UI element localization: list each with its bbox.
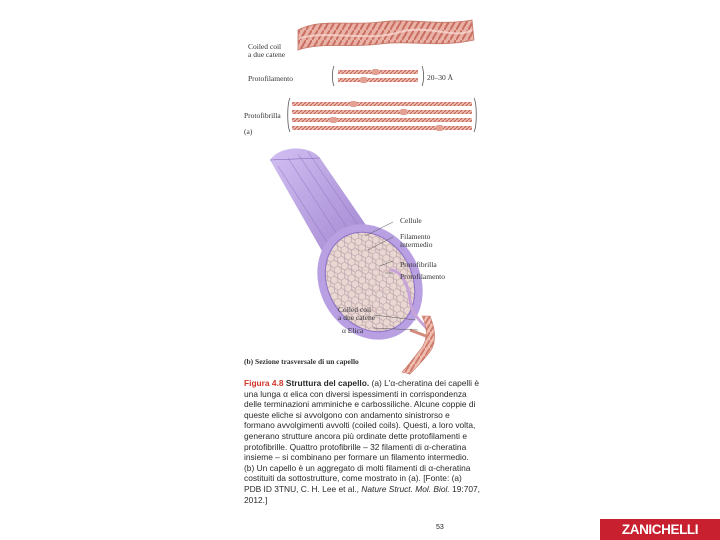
caption-source-prefix: [Fonte: (a) PDB ID 3TNU, C. H. Lee et al., bbox=[244, 473, 462, 494]
label-protofilament: Protofilamento bbox=[248, 74, 293, 83]
caption-source-suffix: 19:707, 2012.] bbox=[244, 483, 481, 505]
label-coiled-coil-line2: a due catene bbox=[248, 50, 286, 59]
label-protofibril-a: Protofibrilla bbox=[244, 111, 281, 120]
label-panel-b bbox=[244, 358, 359, 366]
figure-caption bbox=[244, 378, 480, 505]
label-if-line2: intermedio bbox=[400, 240, 433, 249]
figure-b-illustration bbox=[240, 140, 485, 375]
figure-number: Figura 4.8 bbox=[244, 378, 284, 388]
caption-body: (a) L'α-cheratina dei capelli è una lunga α elica con diversi ispessimenti in corrispondenza delle terminazioni amminiche e carbossiliche. Alcune coppie di queste eliche si avvolgono con andamento sinistrorso e formano avvolgimenti avvolti (coiled coils). Questi, a loro volta, generano strutture ancora più ordinate dette protofilamenti e protofibrille. Quattro protofibrille – 32 filamenti di α-cheratina insieme – si combinano per formare un filamento intermedio. (b) Un capello è un aggregato di molti filamenti di α-cheratina costituiti da sottostrutture, come mostrato in (a). bbox=[244, 378, 479, 484]
label-coiled-b-line1: Coiled coil bbox=[338, 305, 372, 314]
label-panel-a: (a) bbox=[244, 127, 253, 136]
page-number: 53 bbox=[436, 524, 444, 531]
label-alpha-helix: α Elica bbox=[342, 326, 364, 335]
label-coiled-coil-line1: Coiled coil bbox=[248, 42, 282, 51]
caption-source-journal: Nature Struct. Mol. Biol. bbox=[361, 483, 450, 494]
figure-title: Struttura del capello. bbox=[285, 378, 370, 388]
panel-b-letter: (b) bbox=[244, 357, 254, 366]
label-protofilament-b: Protofilamento bbox=[400, 272, 445, 281]
label-dimension: 20–30 Å bbox=[427, 73, 454, 82]
label-if-line1: Filamento bbox=[400, 232, 431, 241]
label-coiled-b-line2: a due catene bbox=[338, 313, 376, 322]
protofibril-graphic bbox=[288, 98, 477, 132]
label-protofibril-b: Protofibrilla bbox=[400, 260, 437, 269]
coiled-coil-graphic bbox=[298, 20, 474, 50]
protofilament-graphic bbox=[333, 66, 424, 86]
publisher-logo: ZANICHELLI bbox=[600, 519, 720, 540]
panel-b-text: Sezione trasversale di un capello bbox=[255, 357, 359, 366]
label-cells: Cellule bbox=[400, 216, 422, 225]
